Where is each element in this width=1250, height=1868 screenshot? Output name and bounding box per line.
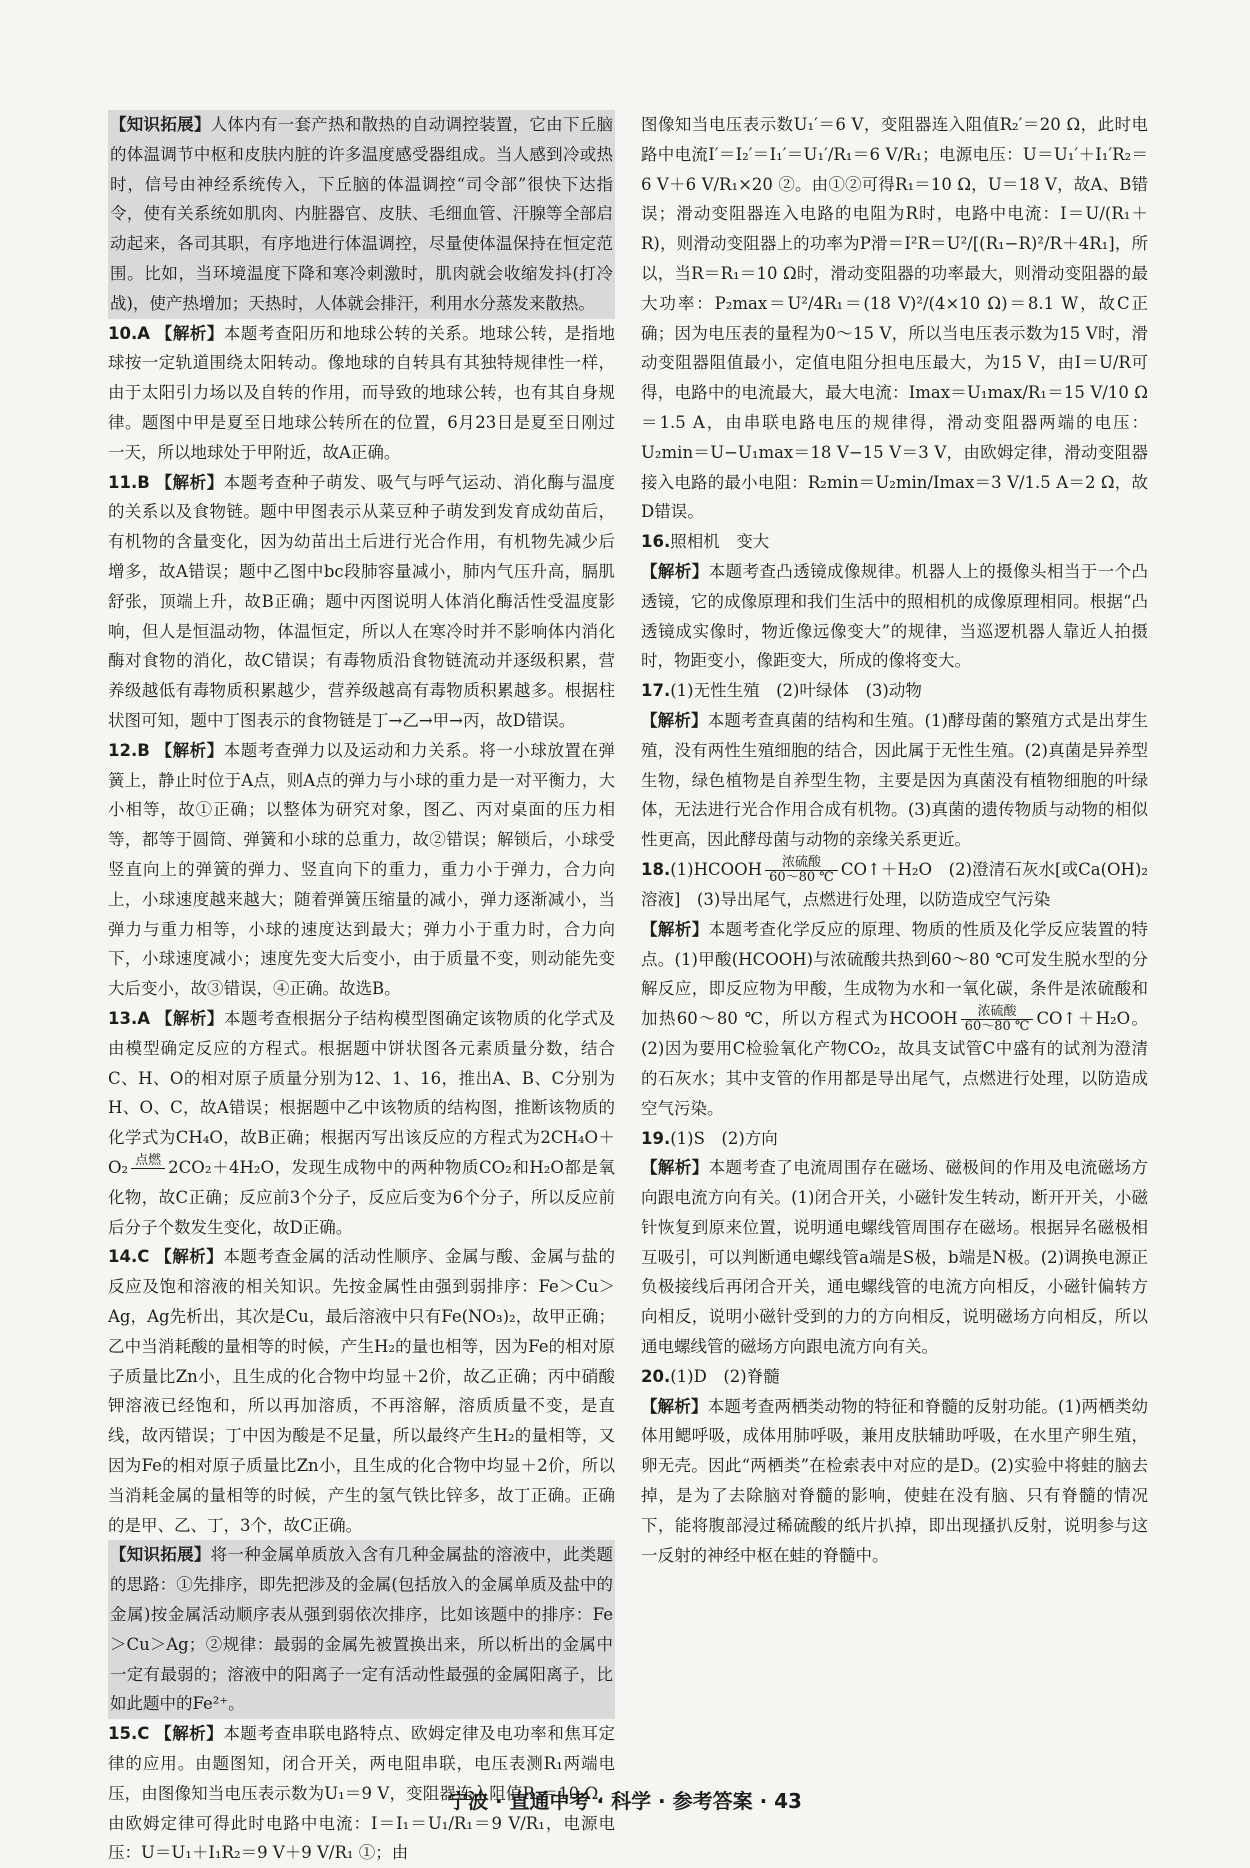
answer-14	[108, 1242, 615, 1540]
analysis-text: 本题考查真菌的结构和生殖。(1)酵母菌的繁殖方式是出芽生殖，没有两性生殖细胞的结合，因此属于无性生殖。(2)真菌是异养型生物，绿色植物是自养型生物，主要是因为真菌没有植物细胞的叶绿体，无法进行光合作用合成有机物。(3)真菌的遗传物质与动物的相似性更高，因此酵母菌与动物的亲缘关系更近。	[641, 710, 1149, 850]
reaction-condition-top: 浓硫酸	[961, 1005, 1034, 1020]
analysis-text: 本题考查金属的活动性顺序、金属与酸、金属与盐的反应及饱和溶液的相关知识。先按金属性由强到弱排序：Fe＞Cu＞Ag，Ag先析出，其次是Cu，最后溶液中只有Fe(NO₃)₂，故甲正确；乙中当消耗酸的量相等的时候，产生H₂的量也相等，因为Fe的相对原子质量比Zn小，且生成的化合物中均显＋2价，故乙正确；丙中硝酸钾溶液已经饱和，所以再加溶质，不再溶解，溶质质量不变，是直线，故丙错误；丁中因为酸是不足量，所以最终产生H₂的量相等，又因为Fe的相对原子质量比Zn小，且生成的化合物中均显＋2价，所以当消耗金属的量相等的时候，产生的氢气铁比锌多，故丁正确。正确的是甲、乙、丁，3个，故C正确。	[108, 1247, 616, 1535]
analysis-tag: 【解析】	[155, 740, 224, 760]
question-number: 11.	[108, 472, 138, 492]
reaction-condition-bottom: 60～80 ℃	[769, 869, 834, 885]
analysis-tag: 【解析】	[641, 1396, 708, 1416]
answer-choice: C	[137, 1247, 150, 1267]
answer-choice: B	[137, 740, 150, 760]
answer-15-continued: 图像知当电压表示数U₁′＝6 V，变阻器连入阻值R₂′＝20 Ω，此时电路中电流I′＝I₂′＝I₁′＝U₁′/R₁＝6 V/R₁；电源电压：U＝U₁′＋I₁′R₂＝6 V＋6 V/R₁×20 ②。由①②可得R₁＝10 Ω，U＝18 V，故A、B错误；滑动变阻器连入电路的电阻为R时，电路中电流：I＝U/(R₁＋R)，则滑动变阻器上的功率为P滑＝I²R＝U²/[(R₁−R)²/R＋4R₁]，所以，当R＝R₁＝10 Ω时，滑动变阻器的功率最大，则滑动变阻器的最大功率：P₂max＝U²/4R₁＝(18 V)²/(4×10 Ω)＝8.1 W，故C正确；因为电压表的量程为0～15 V，所以当电压表示数为15 V时，滑动变阻器阻值最小，定值电阻分担电压最大，为15 V，由I＝U/R可得，电路中的电流最大，最大电流：Imax＝U₁max/R₁＝15 V/10 Ω＝1.5 A，由串联电路电压的规律得，滑动变阻器两端的电压：U₂min＝U−U₁max＝18 V−15 V＝3 V，由欧姆定律，滑动变阻器接入电路的最小电阻：R₂min＝U₂min/Imax＝3 V/1.5 A＝2 Ω，故D错误。	[641, 115, 1148, 522]
answer-13	[108, 1004, 615, 1243]
answer-choice: C	[137, 1724, 150, 1744]
left-column	[108, 110, 616, 1863]
answer-choice: A	[137, 323, 151, 343]
answer-20	[641, 1362, 1148, 1571]
analysis-text: 本题考查了电流周围存在磁场、磁极间的作用及电流磁场方向跟电流方向有关。(1)闭合开关，小磁针发生转动，断开开关，小磁针恢复到原来位置，说明通电螺线管周围存在磁场。根据异名磁极相互吸引，可以判断通电螺线管a端是S极，b端是N极。(2)调换电源正负极接线后再闭合开关，通电螺线管的电流方向相反，小磁针偏转方向相反，说明小磁针受到的力的方向相反，说明磁场方向相反，所以通电螺线管的磁场方向跟电流方向有关。	[641, 1158, 1149, 1357]
reaction-condition-bottom: 60～80 ℃	[964, 1019, 1030, 1035]
page-footer: 宁波 · 直通中考 · 科学 · 参考答案 · 43	[448, 1789, 802, 1813]
answer-10	[108, 319, 615, 468]
right-column	[641, 110, 1148, 1770]
analysis-text-part-1: 本题考查根据分子结构模型图确定该物质的化学式及由模型确定反应的方程式。根据题中饼状图各元素质量分数，结合C、H、O的相对原子质量分别为12、1、16，推出A、B、C分别为H、O、C，故A错误；根据题中乙中该物质的结构图，推断该物质的化学式为CH₄O，故B正确；根据丙写出该反应的方程式为2CH₄O＋O₂	[108, 1008, 616, 1177]
answer-16	[641, 527, 1148, 676]
answer-text: 照相机 变大	[670, 532, 770, 552]
analysis-tag: 【解析】	[155, 1247, 224, 1267]
question-number: 15.	[108, 1724, 138, 1744]
knowledge-extension-tag: 【知识拓展】	[110, 1545, 211, 1565]
answer-text: (1)D (2)脊髓	[670, 1366, 780, 1386]
knowledge-extension-text: 人体内有一套产热和散热的自动调控装置，它由下丘脑的体温调节中枢和皮肤内脏的许多温度感受器组成。当人感到冷或热时，信号由神经系统传入，下丘脑的体温调控“司令部”很快下达指令，使有关系统如肌肉、内脏器官、皮肤、毛细血管、汗腺等全部启动起来，各司其职，有序地进行体温调控，尽量使体温保持在恒定范围。比如，当环境温度下降和寒冷刺激时，肌肉就会收缩发抖(打冷战)，使产热增加；天热时，人体就会排汗，利用水分蒸发来散热。	[110, 115, 614, 313]
answer-text-part-1: (1)HCOOH	[670, 859, 763, 879]
question-number: 12.	[108, 740, 138, 760]
answer-19	[641, 1124, 1148, 1362]
answer-choice: A	[137, 1008, 151, 1028]
answer-12	[108, 736, 615, 1004]
knowledge-extension-1	[108, 110, 615, 319]
question-number: 18.	[641, 859, 671, 879]
answer-text: (1)无性生殖 (2)叶绿体 (3)动物	[670, 681, 922, 701]
analysis-tag: 【解析】	[641, 1158, 709, 1178]
knowledge-extension-2	[108, 1540, 615, 1719]
analysis-tag: 【解析】	[641, 710, 708, 730]
question-number: 14.	[108, 1247, 138, 1267]
analysis-tag: 【解析】	[641, 561, 709, 581]
knowledge-extension-text: 将一种金属单质放入含有几种金属盐的溶液中，此类题的思路：①先排序，即先把涉及的金属(包括放入的金属单质及盐中的金属)按金属活动顺序表从强到弱依次排序，比如该题中的排序：Fe＞Cu＞Ag；②规律：最弱的金属先被置换出来，所以析出的金属中一定有最弱的；溶液中的阳离子一定有活动性最强的金属阳离子，比如此题中的Fe²⁺。	[110, 1545, 614, 1714]
analysis-text: 本题考查阳历和地球公转的关系。地球公转，是指地球按一定轨道围绕太阳转动。像地球的自转具有其独特规律性一样，由于太阳引力场以及自转的作用，而导致的地球公转，也有其自身规律。题图中甲是夏至日地球公转所在的位置，6月23日是夏至日刚过一天，所以地球处于甲附近，故A正确。	[108, 323, 616, 462]
reaction-condition: 点燃	[131, 1154, 165, 1169]
answer-11	[108, 468, 615, 736]
analysis-text-part-2: 2CO₂＋4H₂O，发现生成物中的两种物质CO₂和H₂O都是氧化物，故C正确；反应前3个分子，反应后变为6个分子，所以反应前后分子个数发生变化，故D正确。	[108, 1157, 615, 1237]
answer-text-part-2: CO↑＋H₂O (2)澄清石灰水[或Ca(OH)₂溶液] (3)导出尾气，点燃进行处理，以防造成空气污染	[641, 859, 1148, 909]
reaction-condition-top: 浓硫酸	[765, 856, 838, 871]
answer-17	[641, 676, 1148, 855]
reaction-arrow	[131, 1154, 165, 1183]
analysis-text: 本题考查种子萌发、吸气与呼气运动、消化酶与温度的关系以及食物链。题中甲图表示从菜豆种子萌发到发育成幼苗后，有机物的含量变化，因为幼苗出土后进行光合作用，有机物先减少后增多，故A错误；题中乙图中bc段肺容量减小，肺内气压升高，膈肌舒张，顶端上升，故B正确；题中丙图说明人体消化酶活性受温度影响，但人是恒温动物，体温恒定，所以人在寒冷时并不影响体内消化酶对食物的消化，故C错误；有毒物质沿食物链流动并逐级积累，营养级越低有毒物质积累越少，营养级越高有毒物质积累越多。根据柱状图可知，题中丁图表示的食物链是丁→乙→甲→丙，故D错误。	[108, 472, 615, 730]
analysis-text-part-1: 本题考查化学反应的原理、物质的性质及化学反应装置的特点。(1)甲酸(HCOOH)与浓硫酸共热到60～80 ℃可发生脱水型的分解反应，即反应物为甲酸，生成物为水和一氧化碳，条件是浓硫酸和加热60～80 ℃，所以方程式为HCOOH	[641, 919, 1149, 1029]
answer-choice: B	[137, 472, 150, 492]
analysis-tag: 【解析】	[641, 919, 709, 939]
reaction-arrow	[765, 856, 838, 885]
analysis-text: 本题考查凸透镜成像规律。机器人上的摄像头相当于一个凸透镜，它的成像原理和我们生活中的照相机的成像原理相同。根据“凸透镜成实像时，物近像远像变大”的规律，当巡逻机器人靠近人拍摄时，物距变小，像距变大，所成的像将变大。	[641, 561, 1149, 671]
analysis-text-part-2: CO↑＋H₂O。(2)因为要用C检验氧化产物CO₂，故具支试管C中盛有的试剂为澄清的石灰水；其中支管的作用都是导出尾气，点燃进行处理，以防造成空气污染。	[641, 1009, 1148, 1118]
analysis-text: 本题考查弹力以及运动和力关系。将一小球放置在弹簧上，静止时位于A点，则A点的弹力与小球的重力是一对平衡力，大小相等，故①正确；以整体为研究对象，图乙、丙对桌面的压力相等，都等于圆筒、弹簧和小球的总重力，故②错误；解锁后，小球受竖直向上的弹簧的弹力、竖直向下的重力，重力小于弹力，合力向上，小球速度越来越大；随着弹簧压缩量的减小，弹力逐渐减小，当弹力与重力相等，小球的速度达到最大；弹力小于重力时，合力向下，小球速度减小；速度先变大后变小，由于质量不变，则动能先变大后变小，故③错误，④正确。故选B。	[108, 740, 615, 999]
question-number: 13.	[108, 1008, 138, 1028]
analysis-tag: 【解析】	[155, 323, 224, 343]
question-number: 16.	[641, 532, 671, 552]
reaction-arrow	[961, 1005, 1034, 1034]
question-number: 19.	[641, 1128, 671, 1148]
answer-18	[641, 855, 1148, 1124]
question-number: 17.	[641, 681, 671, 701]
knowledge-extension-tag: 【知识拓展】	[110, 115, 211, 134]
analysis-tag: 【解析】	[155, 1724, 224, 1744]
analysis-text: 本题考查串联电路特点、欧姆定律及电功率和焦耳定律的应用。由题图知，闭合开关，两电阻串联，电压表测R₁两端电压，由图像知当电压表示数为U₁＝9 V，变阻器连入阻值R₂＝10 Ω，由欧姆定律可得此时电路中电流：I＝I₁＝U₁/R₁＝9 V/R₁，电源电压：U＝U₁＋I₁R₂＝9 V＋9 V/R₁ ①；由	[108, 1724, 616, 1863]
question-number: 10.	[108, 323, 138, 343]
analysis-text: 本题考查两栖类动物的特征和脊髓的反射功能。(1)两栖类幼体用鳃呼吸，成体用肺呼吸，兼用皮肤辅助呼吸，在水里产卵生殖，卵无壳。因此“两栖类”在检索表中对应的是D。(2)实验中将蛙的脑去掉，是为了去除脑对脊髓的影响，使蛙在没有脑、只有脊髓的情况下，能将腹部浸过稀硫酸的纸片扒掉，即出现搔扒反射，说明参与这一反射的神经中枢在蛙的脊髓中。	[641, 1396, 1149, 1565]
answer-text: (1)S (2)方向	[670, 1128, 778, 1148]
question-number: 20.	[641, 1366, 671, 1386]
analysis-tag: 【解析】	[155, 472, 224, 492]
analysis-tag: 【解析】	[155, 1008, 224, 1028]
